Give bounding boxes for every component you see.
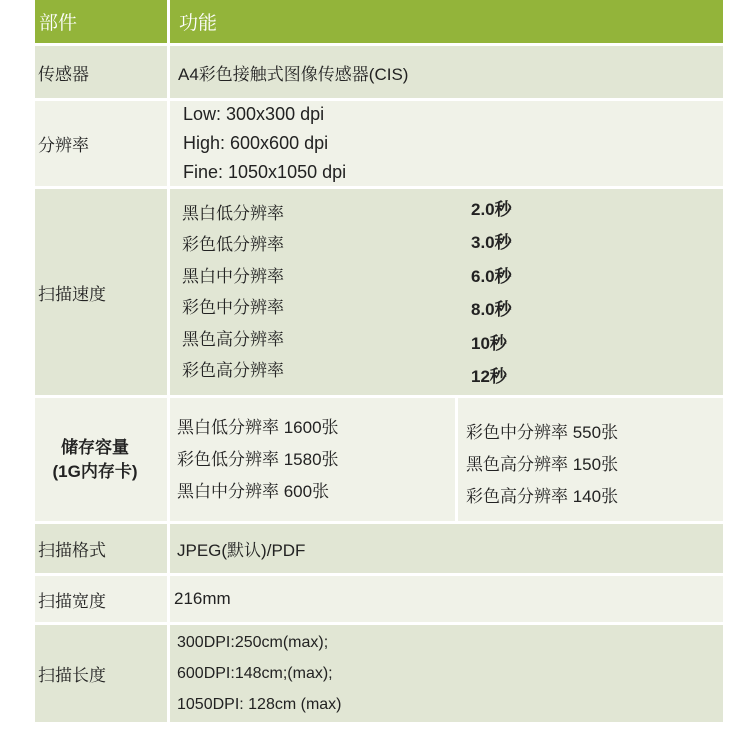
speed-mode: 黑白低分辨率 [182, 203, 284, 223]
sensor-value: A4彩色接触式图像传感器(CIS) [170, 46, 723, 98]
speed-mode: 彩色中分辨率 [182, 298, 284, 317]
storage-item: 黑色高分辨率 150张 [466, 454, 619, 474]
resolution-values [170, 101, 723, 186]
scan-width-label: 扫描宽度 [35, 576, 170, 622]
resolution-high: High: 600x600 dpi [183, 133, 329, 153]
storage-right-column [458, 398, 723, 521]
row-scan-width [35, 576, 723, 625]
scan-format-value: JPEG(默认)/PDF [170, 524, 723, 573]
scan-length-values [170, 625, 723, 722]
scan-width-value: 216mm [170, 576, 723, 622]
header-part: 部件 [35, 0, 170, 43]
scan-speed-values [170, 189, 723, 395]
row-scan-format [35, 524, 723, 576]
storage-label [35, 398, 170, 521]
storage-item: 黑白低分辨率 1600张 [177, 417, 339, 437]
table-header-row [35, 0, 723, 46]
speed-time: 3.0秒 [471, 233, 512, 252]
speed-time: 2.0秒 [471, 199, 512, 219]
storage-item: 彩色低分辨率 1580张 [177, 449, 339, 469]
row-sensor [35, 46, 723, 101]
resolution-low: Low: 300x300 dpi [183, 104, 325, 124]
sensor-label: 传感器 [35, 46, 170, 98]
storage-label-line1: 储存容量 [61, 437, 129, 457]
header-function: 功能 [170, 0, 723, 43]
storage-item: 彩色中分辨率 550张 [466, 422, 619, 442]
scan-length-label: 扫描长度 [35, 625, 170, 722]
speed-mode: 黑白中分辨率 [182, 266, 284, 286]
speed-mode: 黑色高分辨率 [182, 329, 284, 349]
speed-mode: 彩色高分辨率 [182, 361, 284, 380]
storage-item: 彩色高分辨率 140张 [466, 486, 619, 506]
speed-time: 10秒 [471, 333, 507, 353]
speed-time: 8.0秒 [471, 300, 512, 319]
scan-length-line: 600DPI:148cm;(max); [177, 665, 333, 682]
speed-mode: 彩色低分辨率 [182, 235, 284, 254]
scan-format-label: 扫描格式 [35, 524, 170, 573]
scan-length-line: 300DPI:250cm(max); [177, 634, 329, 651]
storage-item: 黑白中分辨率 600张 [177, 481, 330, 501]
storage-values [170, 398, 723, 521]
spec-table [35, 0, 723, 722]
row-scan-speed [35, 189, 723, 398]
storage-left-column [170, 398, 458, 521]
row-storage [35, 398, 723, 524]
row-resolution [35, 101, 723, 189]
resolution-fine: Fine: 1050x1050 dpi [183, 162, 347, 182]
row-scan-length [35, 625, 723, 722]
speed-time: 6.0秒 [471, 266, 512, 286]
resolution-label: 分辨率 [35, 101, 170, 186]
scan-speed-times [463, 189, 723, 395]
scan-speed-modes [170, 189, 463, 395]
scan-length-line: 1050DPI: 128cm (max) [177, 696, 342, 713]
scan-speed-label: 扫描速度 [35, 189, 170, 395]
storage-label-line2: (1G内存卡) [52, 461, 138, 481]
speed-time: 12秒 [471, 367, 507, 386]
